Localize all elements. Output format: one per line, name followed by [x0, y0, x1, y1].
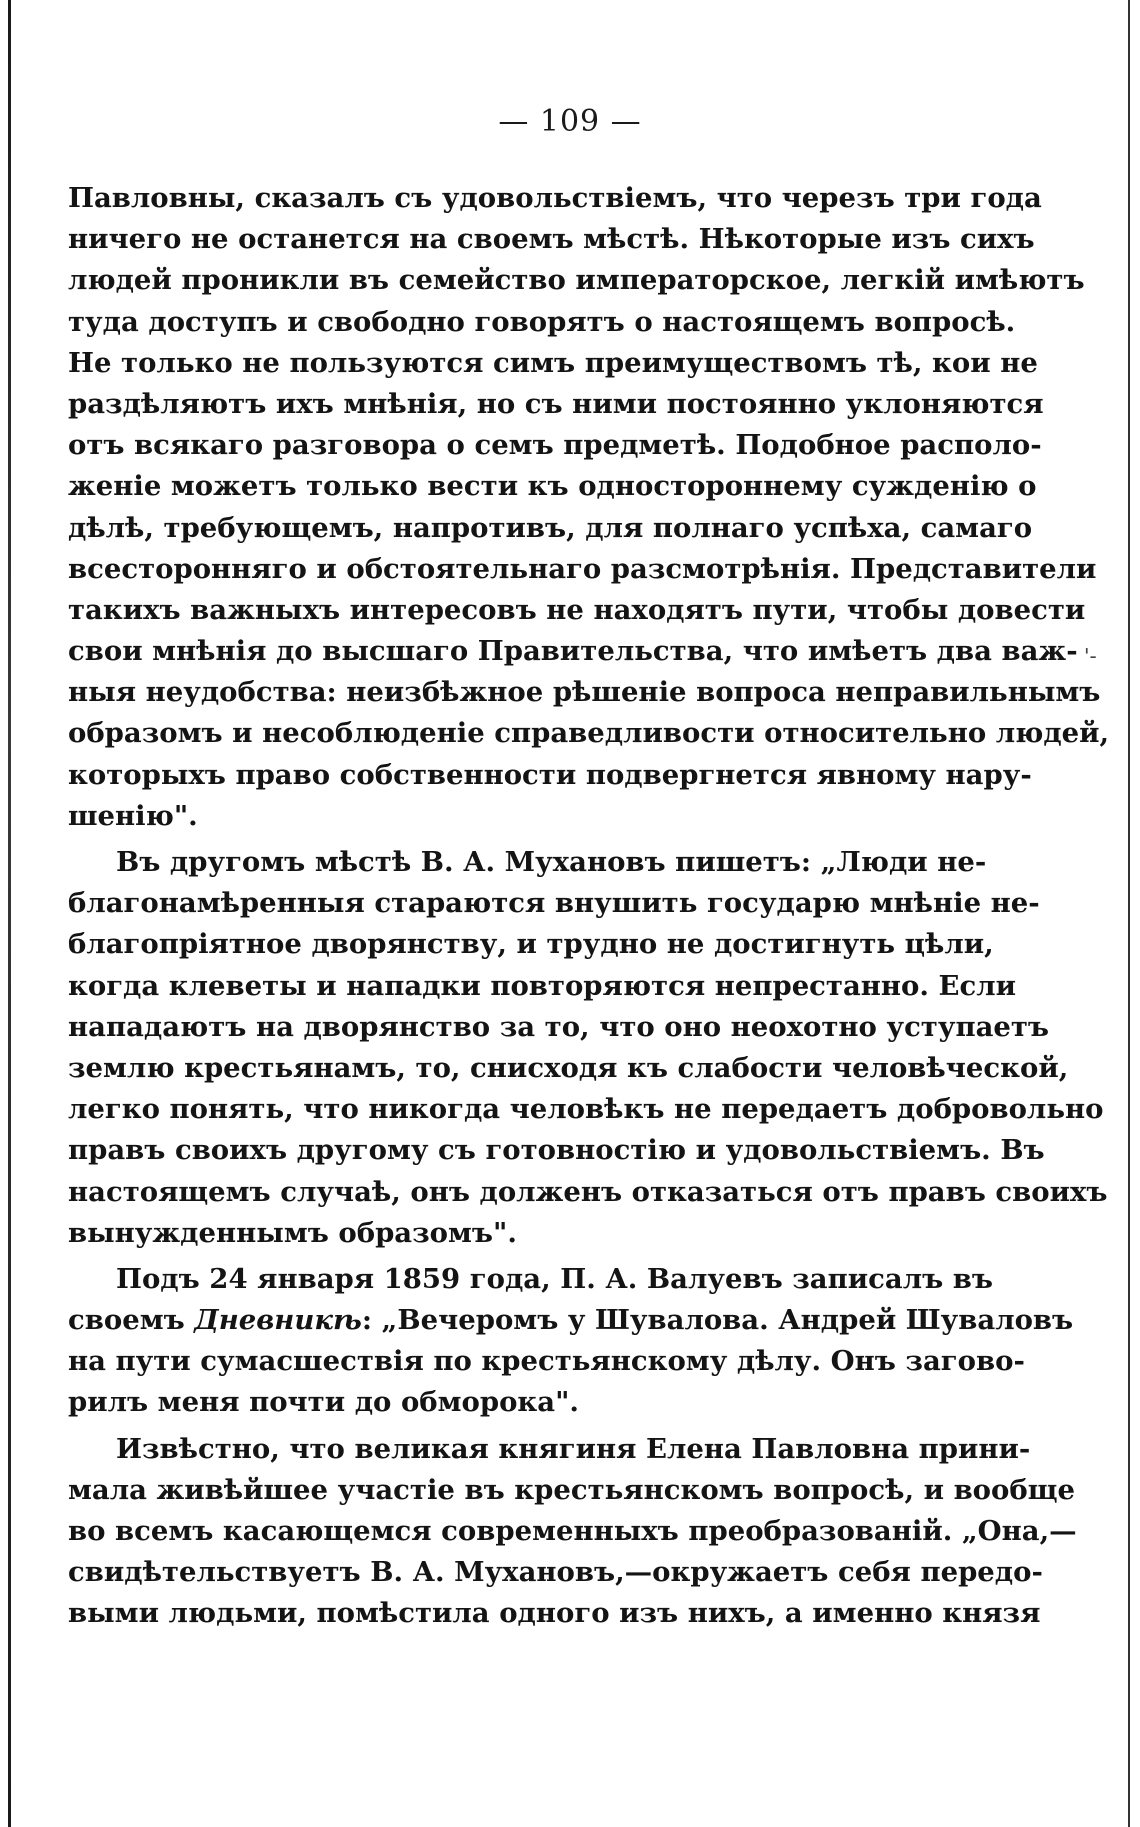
text-line: землю крестьянамъ, то, снисходя къ слабости человѣческой,: [68, 1051, 1069, 1084]
paragraph-3: [68, 1259, 1074, 1424]
page-number: — 109 —: [498, 104, 642, 139]
text-line: всесторонняго и обстоятельнаго разсмотрѣнія. Представители: [68, 552, 1097, 585]
text-line: мала живѣйшее участіе въ крестьянскомъ вопросѣ, и вообще: [68, 1473, 1075, 1506]
text-line: Павловны, сказалъ съ удовольствіемъ, что черезъ три года: [68, 182, 1042, 214]
text-line: рилъ меня почти до обморока".: [68, 1386, 580, 1419]
text-line: свидѣтельствуетъ В. А. Мухановъ,—окружаетъ себя передо-: [68, 1556, 1043, 1589]
paragraph-4: [68, 1429, 1077, 1635]
text-line: благонамѣренныя стараются внушить государю мнѣніе не-: [68, 887, 1040, 920]
text-line: людей проникли въ семейство императорское, легкій имѣютъ: [68, 264, 1085, 297]
body-text: [68, 178, 1110, 1635]
text-segment: своемъ: [68, 1304, 195, 1337]
text-line: правъ своихъ другому съ готовностію и удовольствіемъ. Въ: [68, 1134, 1045, 1167]
text-line: на пути сумасшествія по крестьянскому дѣлу. Онъ загово-: [68, 1345, 1025, 1378]
text-line: Въ другомъ мѣстѣ В. А. Мухановъ пишетъ: „Люди не-: [116, 846, 987, 878]
text-line: [68, 1300, 1074, 1341]
text-line: Извѣстно, что великая княгиня Елена Павловна прини-: [116, 1432, 1031, 1465]
text-line: раздѣляютъ ихъ мнѣнія, но съ ними постоянно уклоняются: [68, 387, 1044, 420]
text-line: настоящемъ случаѣ, онъ долженъ отказаться отъ правъ своихъ: [68, 1175, 1108, 1208]
text-segment: : „Вечеромъ у Шувалова. Андрей Шуваловъ: [361, 1304, 1074, 1337]
text-line: когда клеветы и нападки повторяются непрестанно. Если: [68, 969, 1017, 1002]
text-line: ныя неудобства: неизбѣжное рѣшеніе вопроса неправильнымъ: [68, 676, 1101, 709]
text-line: во всемъ касающемся современныхъ преобразованій. „Она,—: [68, 1515, 1077, 1547]
text-line: женіе можетъ только вести къ одностороннему сужденію о: [68, 470, 1037, 503]
text-line: шенію".: [68, 799, 198, 832]
text-line: благопріятное дворянству, и трудно не достигнуть цѣли,: [68, 928, 994, 961]
text-line: отъ всякаго разговора о семъ предметѣ. Подобное располо-: [68, 429, 1042, 462]
text-line: туда доступъ и свободно говорятъ о настоящемъ вопросѣ.: [68, 305, 1016, 338]
margin-mark: '-: [1084, 644, 1097, 668]
paragraph-2: [68, 842, 1108, 1254]
text-line: образомъ и несоблюденіе справедливости относительно людей,: [68, 717, 1110, 750]
text-line: дѣлѣ, требующемъ, напротивъ, для полнаго успѣха, самаго: [68, 511, 1033, 544]
text-line: легко понять, что никогда человѣкъ не передаетъ добровольно: [68, 1093, 1104, 1126]
text-line: [68, 1259, 993, 1300]
text-segment: Подъ 24 января 1859 года, П. А. Валуевъ записалъ въ: [116, 1262, 993, 1295]
page-left-edge: [8, 0, 11, 1827]
text-line: нападаютъ на дворянство за то, что оно неохотно уступаетъ: [68, 1010, 1050, 1043]
paragraph-1: [68, 178, 1110, 837]
italic-title: Дневникѣ: [194, 1304, 362, 1337]
page-right-edge: [1128, 0, 1130, 1827]
text-line: вынужденнымъ образомъ".: [68, 1216, 517, 1249]
text-line: которыхъ право собственности подвергнется явному нару-: [68, 758, 1032, 791]
text-line: Не только не пользуются симъ преимуществомъ тѣ, кои не: [68, 346, 1038, 379]
text-line: выми людьми, помѣстила одного изъ нихъ, а именно князя: [68, 1597, 1041, 1630]
text-line: такихъ важныхъ интересовъ не находятъ пути, чтобы довести: [68, 593, 1086, 626]
text-line: свои мнѣнія до высшаго Правительства, что имѣетъ два важ-: [68, 635, 1078, 668]
text-line: ничего не останется на своемъ мѣстѣ. Нѣкоторые изъ сихъ: [68, 223, 1035, 256]
